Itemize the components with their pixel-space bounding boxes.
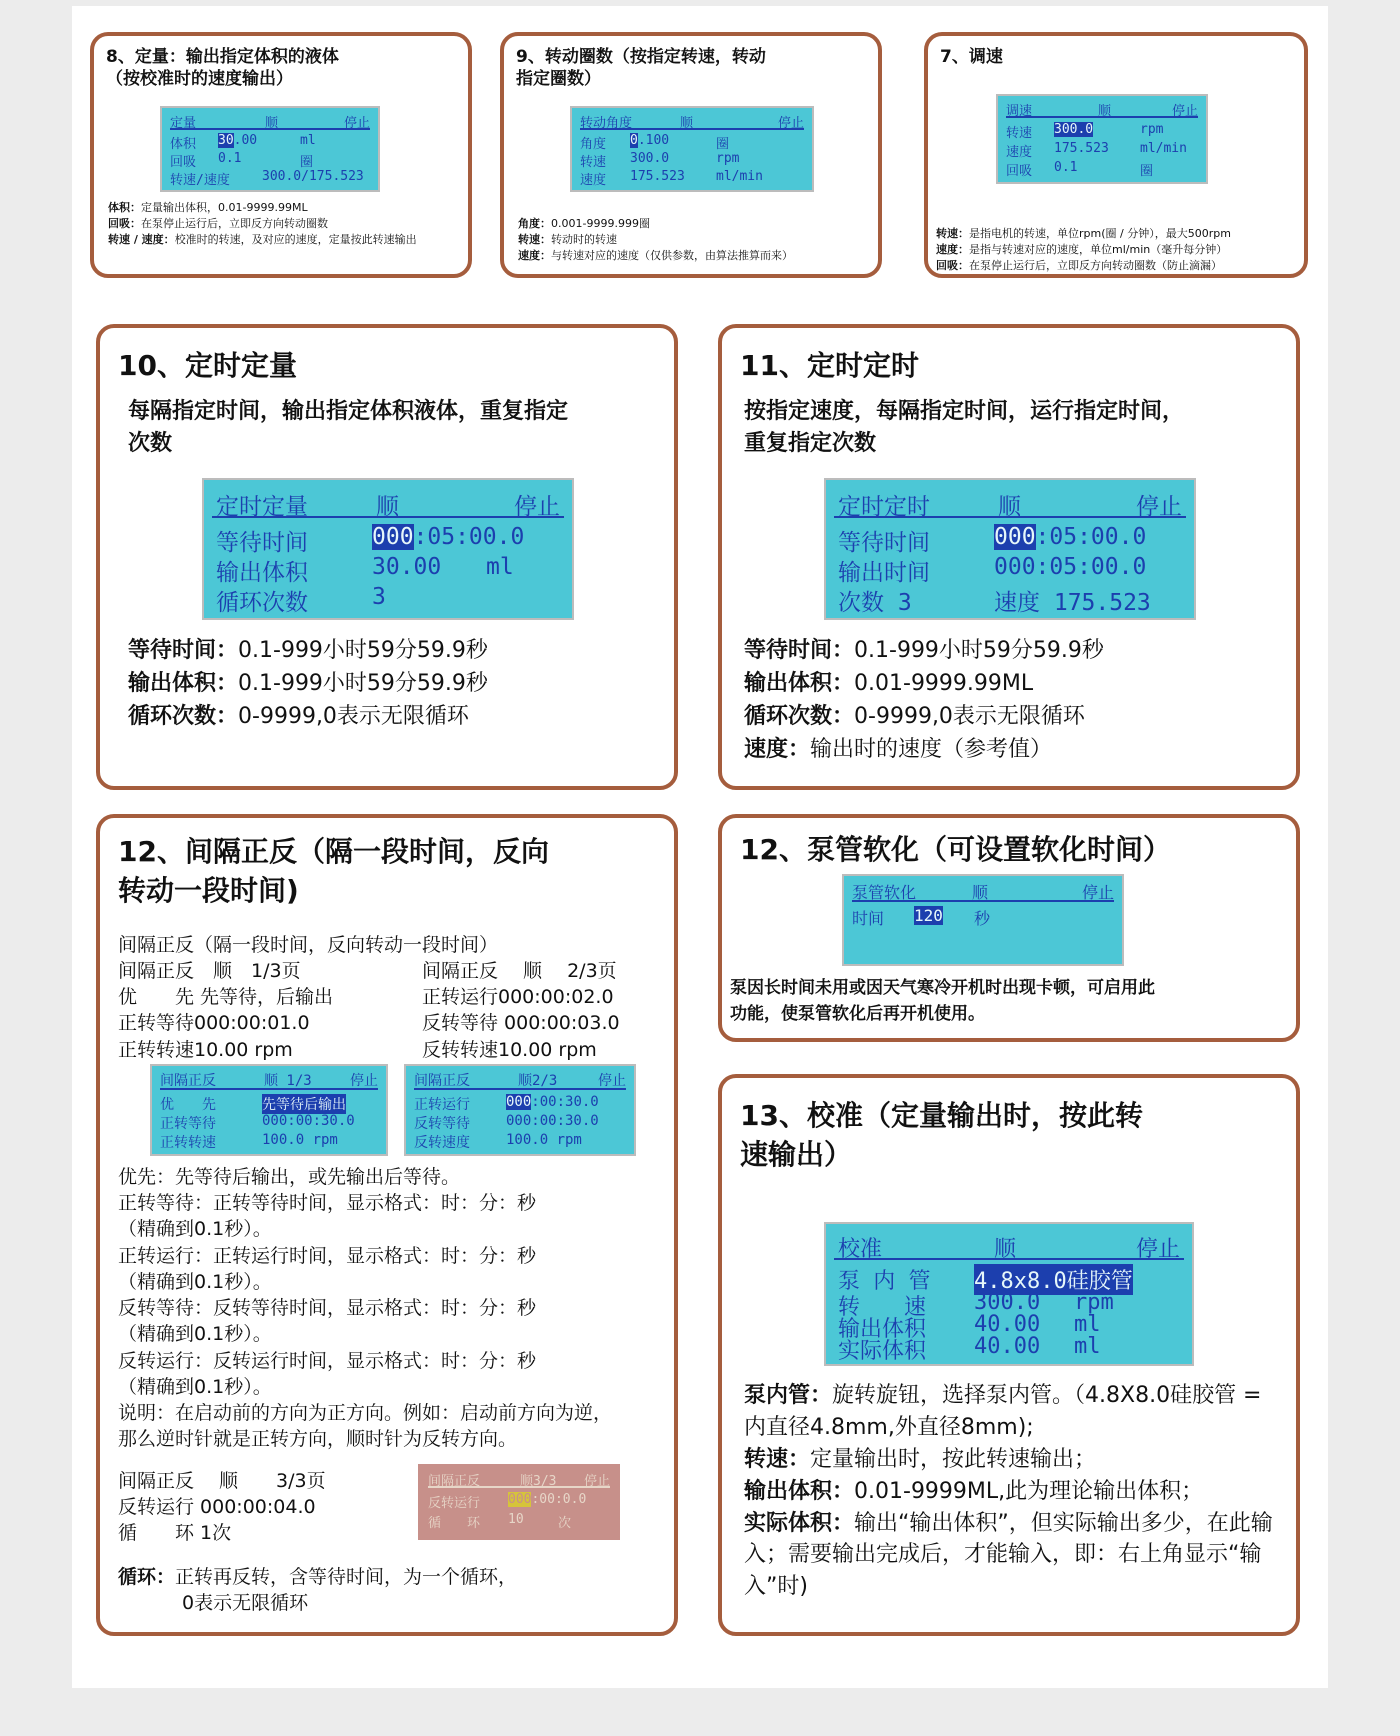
lcd-status: 停止	[1081, 883, 1114, 902]
lcd-status: 停止	[777, 116, 804, 131]
card-title: 9、转动圈数（按指定转速，转动 指定圈数）	[516, 47, 766, 90]
lcd-unit: rpm	[716, 151, 740, 166]
note-text: 0.1-999小时59分59.9秒	[854, 638, 1104, 663]
lcd-value: :00:0.0	[531, 1492, 587, 1507]
note-text: 0-9999,0表示无限循环	[238, 704, 469, 729]
lcd-mode: 间隔正反	[414, 1073, 470, 1089]
lcd-label: 回吸	[1006, 164, 1033, 179]
lcd-screen	[570, 106, 814, 192]
note-key: 循环：	[118, 1566, 176, 1588]
lcd-status: 停止	[583, 1474, 610, 1489]
note-key: 转速：	[744, 1446, 811, 1472]
text-line: 间隔正反 顺 3/3页	[118, 1470, 326, 1492]
card-title: 10、定时定量	[118, 349, 297, 382]
lcd-mode: 转动角度	[580, 116, 633, 131]
lcd-label: 等待时间	[216, 530, 308, 556]
note-key: 回吸：	[936, 258, 969, 272]
lcd-mode: 间隔正反	[428, 1474, 481, 1489]
lcd-label: 转 速	[838, 1295, 927, 1320]
lcd-screen	[160, 106, 380, 192]
note-text: 0.01-9999ML,此为理论输出体积；	[854, 1478, 1204, 1504]
lcd-label: 正转运行	[414, 1097, 470, 1113]
note-text: 输出“输出体积”，但实际输出多少，在此输入；需要输出完成后，才能输入，即：右上角显示“输入”时)	[744, 1510, 1273, 1600]
note-key: 实际体积：	[744, 1510, 855, 1536]
note-text: 旋转旋钮，选择泵内管。（4.8X8.0硅胶管 = 内直径4.8mm,外直径8mm);	[744, 1383, 1262, 1440]
note-text: 定量输出体积，0.01-9999.99ML	[141, 201, 308, 214]
text-line: 优 先 先等待，后输出	[118, 986, 334, 1009]
text-line: 间隔正反 顺 2/3页	[422, 960, 617, 982]
card-title: 13、校准（定量输出时，按此转 速输出）	[740, 1099, 1143, 1172]
card-calibration	[718, 1074, 1300, 1636]
lcd-label: 输出体积	[838, 1317, 927, 1342]
text-line: 反转等待：反转等待时间，显示格式：时：分：秒	[118, 1297, 537, 1320]
note-key: 输出体积：	[744, 1478, 855, 1504]
note-key: 体积：	[108, 201, 141, 214]
text-line: （精确到0.1秒）。	[118, 1323, 272, 1346]
lcd-unit: rpm	[1074, 1290, 1114, 1315]
card-timed-timer	[718, 324, 1300, 790]
lcd-label: 回吸	[170, 155, 197, 170]
lcd-value: 0.1	[1054, 160, 1078, 175]
lcd-direction: 顺 1/3	[264, 1073, 312, 1089]
lcd-unit: ml	[486, 554, 514, 580]
card-notes	[128, 634, 668, 733]
card-notes	[936, 226, 1308, 274]
lcd-screen-page3	[418, 1464, 620, 1540]
text-line: 正转运行000:00:02.0	[422, 986, 614, 1009]
note-text: 在泵停止运行后，立即反方向转动圈数（防止滴漏）	[969, 258, 1222, 272]
text-line: 反转等待 000:00:03.0	[422, 1012, 620, 1035]
page1-text	[118, 958, 398, 1063]
lcd-label: 次数 3	[838, 590, 912, 616]
lcd-label: 角度	[580, 137, 607, 152]
lcd-value: 175.523	[630, 169, 685, 184]
lcd-cursor-value: 000	[372, 524, 414, 550]
lcd-screen	[824, 1222, 1194, 1366]
lcd-status: 停止	[514, 494, 560, 520]
note-text: 0.1-999小时59分59.9秒	[238, 671, 488, 696]
card-title: 12、泵管软化（可设置软化时间）	[740, 833, 1171, 866]
lcd-cursor-value: 000	[994, 524, 1036, 550]
note-text: 转动时的转速	[551, 232, 617, 246]
lcd-label: 速度	[580, 173, 607, 188]
lcd-cursor-value: 300.0	[1054, 122, 1094, 137]
lcd-status: 停止	[1171, 104, 1198, 119]
intro-text: 间隔正反（隔一段时间，反向转动一段时间）	[118, 934, 499, 956]
lcd-label: 反转运行	[428, 1496, 481, 1511]
lcd-label: 输出体积	[216, 560, 308, 586]
text-line: 循 环 1次	[118, 1522, 232, 1545]
lcd-value: 300.0/175.523	[262, 169, 364, 184]
lcd-mode: 泵管软化	[852, 883, 917, 902]
text-line: 反转运行：反转运行时间，显示格式：时：分：秒	[118, 1349, 537, 1372]
note-key: 输出体积：	[744, 671, 855, 696]
note-key: 等待时间：	[128, 638, 239, 663]
card-tube-softening	[718, 814, 1300, 1042]
lcd-label: 转速	[1006, 126, 1033, 141]
lcd-value: 175.523	[1054, 141, 1109, 156]
card-speed-adjust	[924, 32, 1308, 278]
card-notes	[518, 216, 874, 264]
card-quantitative	[90, 32, 472, 278]
lcd-mode: 定时定量	[216, 494, 308, 520]
lcd-unit: 圈	[300, 155, 314, 170]
lcd-cursor-value: 000	[508, 1492, 532, 1507]
note-text: 0.001-9999.999圈	[551, 217, 650, 230]
note-text: 是指电机的转速，单位rpm(圈 / 分钟），最大500rpm	[969, 227, 1231, 240]
lcd-direction: 顺	[972, 883, 989, 902]
card-timed-quantitative	[96, 324, 678, 790]
lcd-unit: 秒	[974, 909, 991, 928]
text-line: 反转转速10.00 rpm	[422, 1038, 597, 1061]
note-key: 速度：	[936, 242, 969, 256]
lcd-label: 优 先	[160, 1097, 216, 1113]
lcd-cursor-value: 120	[914, 906, 943, 925]
text-line: （精确到0.1秒）。	[118, 1270, 272, 1293]
card-title: 11、定时定时	[740, 349, 919, 382]
lcd-unit: 圈	[1140, 164, 1154, 179]
card-desc: 泵因长时间未用或因天气寒冷开机时出现卡顿，可启用此 功能，使泵管软化后再开机使用。	[730, 978, 1155, 1024]
note-text: 0.1-999小时59分59.9秒	[238, 638, 488, 663]
note-text: 输出时的速度（参考值）	[810, 737, 1053, 762]
text-line: 那么逆时针就是正转方向，顺时针为反转方向。	[118, 1428, 518, 1451]
explanation-text	[118, 1164, 674, 1452]
lcd-direction: 顺	[1098, 104, 1112, 119]
note-key: 转速：	[936, 227, 969, 240]
lcd-value: 100.0 rpm	[506, 1132, 582, 1148]
lcd-unit: ml	[1074, 1334, 1101, 1359]
lcd-value: 300.0	[974, 1290, 1041, 1315]
lcd-value: 000:00:30.0	[506, 1113, 599, 1129]
lcd-mode: 调速	[1006, 104, 1033, 119]
card-title: 8、定量：输出指定体积的液体 （按校准时的速度输出）	[106, 47, 339, 90]
lcd-label: 循环次数	[216, 590, 308, 616]
lcd-value: :05:00.0	[1035, 524, 1147, 550]
note-key: 角度：	[518, 217, 551, 230]
lcd-cursor-value: 000	[506, 1094, 532, 1110]
card-title: 7、调速	[940, 47, 1003, 67]
note-key: 转速 / 速度：	[108, 232, 175, 246]
lcd-mode: 间隔正反	[160, 1073, 216, 1089]
lcd-label: 实际体积	[838, 1339, 927, 1364]
lcd-mode: 定时定时	[838, 494, 930, 520]
lcd-label: 转速	[580, 155, 607, 170]
lcd-unit: rpm	[1140, 122, 1164, 137]
lcd-value: .100	[637, 133, 670, 148]
lcd-direction: 顺	[680, 116, 694, 131]
note-key: 循环次数：	[128, 704, 239, 729]
text-line: 正转等待：正转等待时间，显示格式：时：分：秒	[118, 1192, 537, 1215]
note-key: 回吸：	[108, 216, 141, 230]
lcd-label: 正转转速	[160, 1135, 216, 1151]
manual-sheet	[72, 6, 1328, 1688]
text-line: （精确到0.1秒）。	[118, 1375, 272, 1398]
lcd-status: 停止	[598, 1073, 626, 1089]
card-rotation-count	[500, 32, 882, 278]
lcd-unit: ml/min	[716, 169, 763, 184]
lcd-label: 等待时间	[838, 530, 930, 556]
page3-text	[118, 1468, 408, 1547]
card-notes	[108, 200, 460, 248]
note-text: 是指与转速对应的速度，单位ml/min（毫升每分钟）	[969, 242, 1228, 256]
lcd-screen	[842, 874, 1124, 966]
note-text: 校准时的转速，及对应的速度，定量按此转速输出	[174, 232, 417, 246]
text-line: 优先：先等待后输出，或先输出后等待。	[118, 1166, 461, 1188]
lcd-label: 速度	[1006, 145, 1033, 160]
note-key: 等待时间：	[744, 638, 855, 663]
note-text: 定量输出时，按此转速输出；	[810, 1446, 1097, 1472]
text-line: 正转转速10.00 rpm	[118, 1038, 293, 1061]
note-text: 正转再反转，含等待时间，为一个循环，	[175, 1566, 518, 1588]
lcd-value: 40.00	[974, 1312, 1041, 1337]
lcd-direction: 顺2/3	[518, 1073, 558, 1089]
note-text: 0.01-9999.99ML	[854, 671, 1034, 696]
note-key: 输出体积：	[128, 671, 239, 696]
note-text: 与转速对应的速度（仅供参数，由算法推算而来）	[551, 248, 793, 262]
text-line: 正转运行：正转运行时间，显示格式：时：分：秒	[118, 1244, 537, 1267]
lcd-label: 反转等待	[414, 1116, 470, 1132]
card-interval-forward-reverse	[96, 814, 678, 1636]
lcd-status: 停止	[350, 1073, 378, 1089]
lcd-cursor-value: 4.8x8.0硅胶管	[974, 1264, 1133, 1295]
lcd-screen	[824, 478, 1196, 620]
note-text: 在泵停止运行后，立即反方向转动圈数	[141, 216, 328, 230]
lcd-direction: 顺	[265, 116, 279, 131]
lcd-unit: 圈	[716, 137, 730, 152]
lcd-value: :05:00.0	[413, 524, 525, 550]
lcd-value: 速度 175.523	[994, 590, 1151, 616]
note-key: 泵内管：	[744, 1383, 833, 1408]
lcd-status: 停止	[343, 116, 370, 131]
card-subtitle: 每隔指定时间，输出指定体积液体，重复指定 次数	[128, 399, 569, 456]
lcd-screen-page2	[404, 1064, 636, 1156]
lcd-direction: 顺	[994, 1237, 1017, 1262]
card-subtitle: 按指定速度，每隔指定时间，运行指定时间， 重复指定次数	[744, 399, 1185, 456]
lcd-unit: 次	[558, 1516, 572, 1531]
lcd-direction: 顺	[376, 494, 399, 520]
note-text: 0-9999,0表示无限循环	[854, 704, 1085, 729]
text-line: 反转运行 000:00:04.0	[118, 1496, 316, 1519]
lcd-label: 正转等待	[160, 1116, 216, 1132]
lcd-screen	[996, 94, 1208, 184]
lcd-value: 000:00:30.0	[262, 1113, 355, 1129]
lcd-screen-page1	[150, 1064, 388, 1156]
lcd-direction: 顺	[998, 494, 1021, 520]
lcd-value: 3	[372, 584, 386, 610]
lcd-value: :00:30.0	[531, 1094, 599, 1110]
note-key: 速度：	[518, 248, 551, 262]
card-notes	[744, 1380, 1284, 1603]
loop-note	[118, 1564, 658, 1616]
page2-text	[422, 958, 682, 1063]
lcd-screen	[202, 478, 574, 620]
lcd-label: 泵 内 管	[838, 1269, 931, 1294]
lcd-label: 体积	[170, 137, 197, 152]
lcd-label: 反转速度	[414, 1135, 470, 1151]
note-text: 0表示无限循环	[182, 1592, 309, 1615]
lcd-cursor-value: 先等待后输出	[262, 1094, 346, 1114]
card-title: 12、间隔正反（隔一段时间，反向 转动一段时间)	[118, 835, 549, 908]
lcd-direction: 顺3/3	[520, 1474, 557, 1489]
note-key: 循环次数：	[744, 704, 855, 729]
text-line: （精确到0.1秒）。	[118, 1218, 272, 1241]
lcd-status: 停止	[1136, 494, 1182, 520]
lcd-value: 000:05:00.0	[994, 554, 1147, 580]
note-key: 速度：	[744, 737, 811, 762]
lcd-unit: ml	[300, 133, 316, 148]
text-line: 正转等待000:00:01.0	[118, 1012, 310, 1035]
lcd-value: 10	[508, 1512, 524, 1527]
lcd-value: .00	[233, 133, 258, 148]
lcd-unit: ml	[1074, 1312, 1101, 1337]
lcd-label: 循 环	[428, 1516, 481, 1531]
lcd-mode: 校准	[838, 1237, 883, 1262]
lcd-value: 300.0	[630, 151, 670, 166]
lcd-value: 40.00	[974, 1334, 1041, 1359]
text-line: 说明：在启动前的方向为正方向。例如：启动前方向为逆，	[118, 1401, 613, 1424]
lcd-mode: 定量	[170, 116, 197, 131]
lcd-cursor-value: 0	[630, 133, 638, 148]
lcd-value: 30.00	[372, 554, 442, 580]
card-notes	[744, 634, 1284, 766]
lcd-value: 100.0 rpm	[262, 1132, 338, 1148]
lcd-label: 输出时间	[838, 560, 930, 586]
lcd-label: 转速/速度	[170, 173, 230, 188]
text-line: 间隔正反 顺 1/3页	[118, 960, 301, 982]
lcd-unit: ml/min	[1140, 141, 1187, 156]
lcd-cursor-value: 30	[218, 133, 234, 148]
lcd-status: 停止	[1135, 1237, 1180, 1262]
lcd-value: 0.1	[218, 151, 242, 166]
note-key: 转速：	[518, 232, 551, 246]
lcd-label: 时间	[852, 909, 885, 928]
